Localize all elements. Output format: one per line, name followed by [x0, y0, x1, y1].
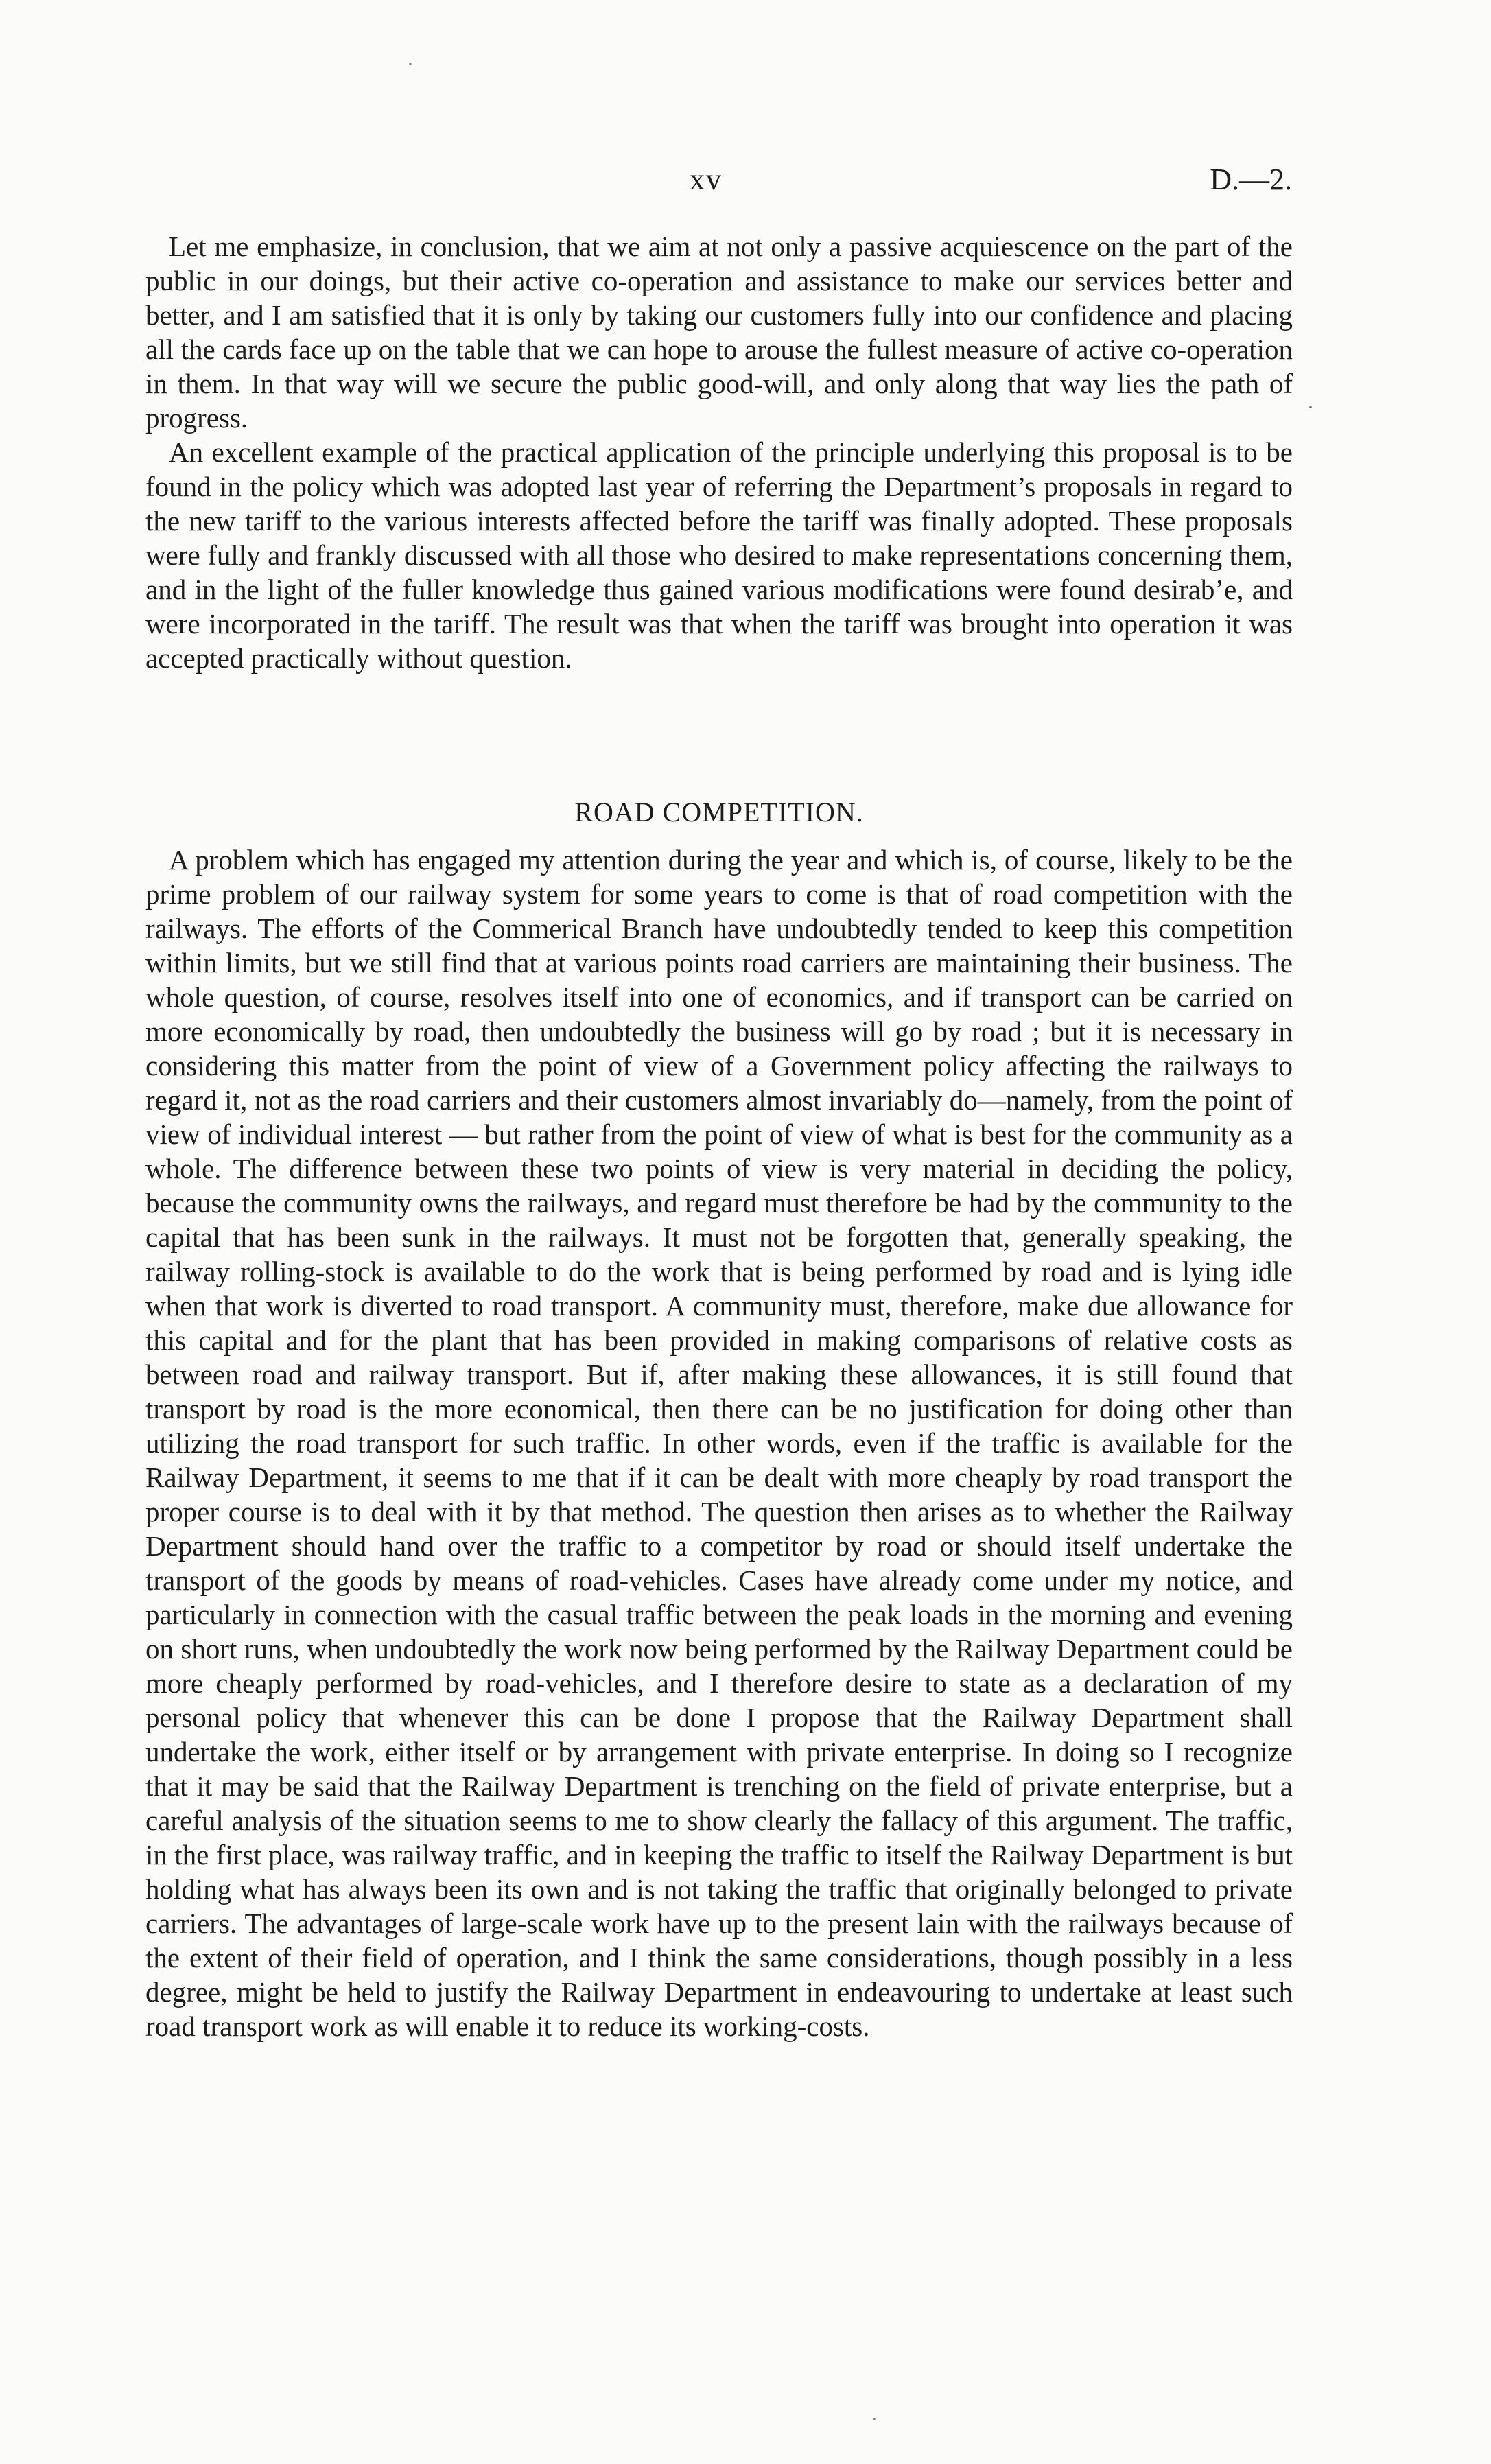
scan-speck	[409, 63, 412, 65]
page-number: xv	[690, 163, 723, 196]
paragraph-conclusion: Let me emphasize, in conclusion, that we aim at not only a passive acquiescence on the part of the public in our doings, but their active co-operation and assistance to make our services better and better, and I am satisfied that it is only by taking our customers fully into our confidence and placing all the cards face up on the table that we can hope to arouse the fullest measure of active co-operation in them. In that way will we secure the public good-will, and only along that way lies the path of progress.	[145, 231, 1293, 434]
scan-speck	[873, 2418, 876, 2420]
conclusion-section	[145, 229, 1293, 675]
document-code: D.—2.	[1210, 163, 1292, 196]
page-header	[0, 162, 1491, 203]
paragraph-road-competition: A problem which has engaged my attention during the year and which is, of course, likely to be the prime problem of our railway system for some years to come is that of road competition with the railways. The efforts of the Commerical Branch have undoubtedly tended to keep this competition within limits, but we still find that at various points road carriers are maintaining their business. The whole question, of course, resolves itself into one of economics, and if transport can be carried on more economically by road, then undoubtedly the business will go by road ; but it is necessary in considering this matter from the point of view of a Government policy affecting the railways to regard it, not as the road carriers and their customers almost invariably do—namely, from the point of view of individual interest — but rather from the point of view of what is best for the community as a whole. The difference between these two points of view is very material in deciding the policy, because the community owns the railways, and regard must therefore be had by the community to the capital that has been sunk in the railways. It must not be forgotten that, generally speaking, the railway rolling-stock is available to do the work that is being performed by road and is lying idle when that work is diverted to road transport. A community must, therefore, make due allowance for this capital and for the plant that has been provided in making comparisons of relative costs as between road and railway transport. But if, after making these allowances, it is still found that transport by road is the more economical, then there can be no justification for doing other than utilizing the road transport for such traffic. In other words, even if the traffic is available for the Railway Department, it seems to me that if it can be dealt with more cheaply by road transport the proper course is to deal with it by that method. The question then arises as to whether the Railway Department should hand over the traffic to a competitor by road or should itself undertake the transport of the goods by means of road-vehicles. Cases have already come under my notice, and particularly in connection with the casual traffic between the peak loads in the morning and evening on short runs, when undoubtedly the work now being performed by the Railway Department could be more cheaply performed by road-vehicles, and I therefore desire to state as a declaration of my personal policy that whenever this can be done I propose that the Railway Department shall undertake the work, either itself or by arrangement with private enterprise. In doing so I recognize that it may be said that the Railway Department is trenching on the field of private enterprise, but a careful analysis of the situation seems to me to show clearly the fallacy of this argument. The traffic, in the first place, was railway traffic, and in keeping the traffic to itself the Railway Department is but holding what has always been its own and is not taking the traffic that originally belonged to private carriers. The advantages of large-scale work have up to the present lain with the railways because of the extent of their field of operation, and I think the same considerations, though possibly in a less degree, might be held to justify the Railway Department in endeavouring to undertake at least such road transport work as will enable it to reduce its working-costs.	[145, 844, 1293, 2042]
section-heading: ROAD COMPETITION.	[574, 797, 864, 828]
paragraph-tariff-example: An excellent example of the practical application of the principle underlying this proposal is to be found in the policy which was adopted last year of referring the Department’s proposals in regard to the new tariff to the various interests affected before the tariff was finally adopted. These proposals were fully and frankly discussed with all those who desired to make representations concerning them, and in the light of the fuller knowledge thus gained various modifications were found desirab’e, and were incorporated in the tariff. The result was that when the tariff was brought into operation it was accepted practically without question.	[145, 436, 1293, 674]
scan-speck	[1309, 406, 1312, 408]
road-competition-section	[145, 843, 1293, 2043]
